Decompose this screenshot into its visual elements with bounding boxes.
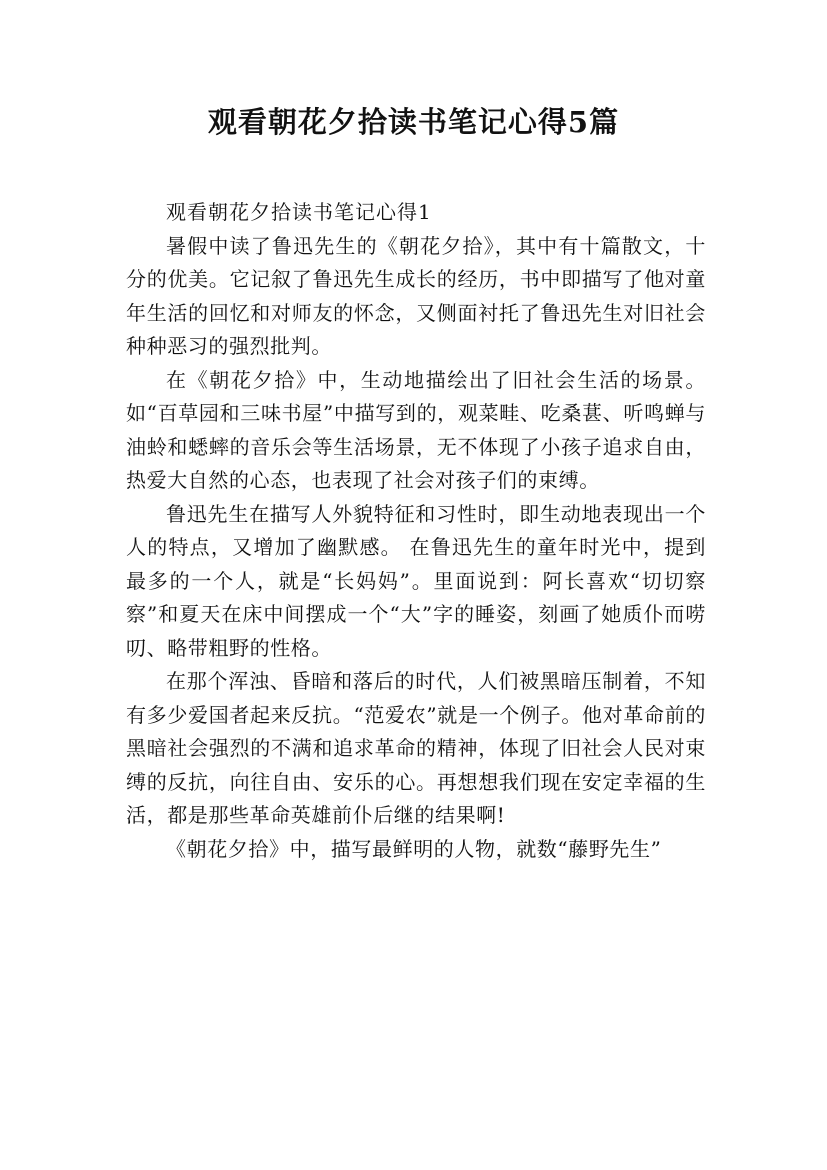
section-heading: 观看朝花夕拾读书笔记心得1 — [166, 200, 432, 224]
paragraph-3: 鲁迅先生在描写人外貌特征和习性时，即生动地表现出一个人的特点，又增加了幽默感。 在鲁迅先生的童年时光中，提到最多的一个人，就是“长妈妈”。里面说到：阿长喜欢“切切察察”和夏天在床中间摆成一个“大”字的睡姿，刻画了她质仆而唠叨、略带粗野的性格。 — [126, 501, 706, 660]
paragraph-1: 暑假中读了鲁迅先生的《朝花夕拾》，其中有十篇散文，十分的优美。它记叙了鲁迅先生成长的经历，书中即描写了他对童年生活的回忆和对师友的怀念，又侧面衬托了鲁迅先生对旧社会种种恶习的强烈批判。 — [126, 233, 706, 358]
document-title: 观看朝花夕拾读书笔记心得5篇 — [207, 105, 620, 139]
paragraph-4: 在那个浑浊、昏暗和落后的时代，人们被黑暗压制着，不知有多少爱国者起来反抗。“范爱农”就是一个例子。他对革命前的黑暗社会强烈的不满和追求革命的精神，体现了旧社会人民对束缚的反抗，向往自由、安乐的心。再想想我们现在安定幸福的生活，都是那些革命英雄前仆后继的结果啊! — [126, 669, 706, 827]
paragraph-2: 在《朝花夕拾》中，生动地描绘出了旧社会生活的场景。如“百草园和三味书屋”中描写到的，观菜畦、吃桑葚、听鸣蝉与油蛉和蟋蟀的音乐会等生活场景，无不体现了小孩子追求自由，热爱大自然的心态，也表现了社会对孩子们的束缚。 — [126, 367, 706, 492]
document-body — [126, 196, 706, 866]
paragraph-5: 《朝花夕拾》中，描写最鲜明的人物，就数“藤野先生” — [166, 836, 662, 861]
